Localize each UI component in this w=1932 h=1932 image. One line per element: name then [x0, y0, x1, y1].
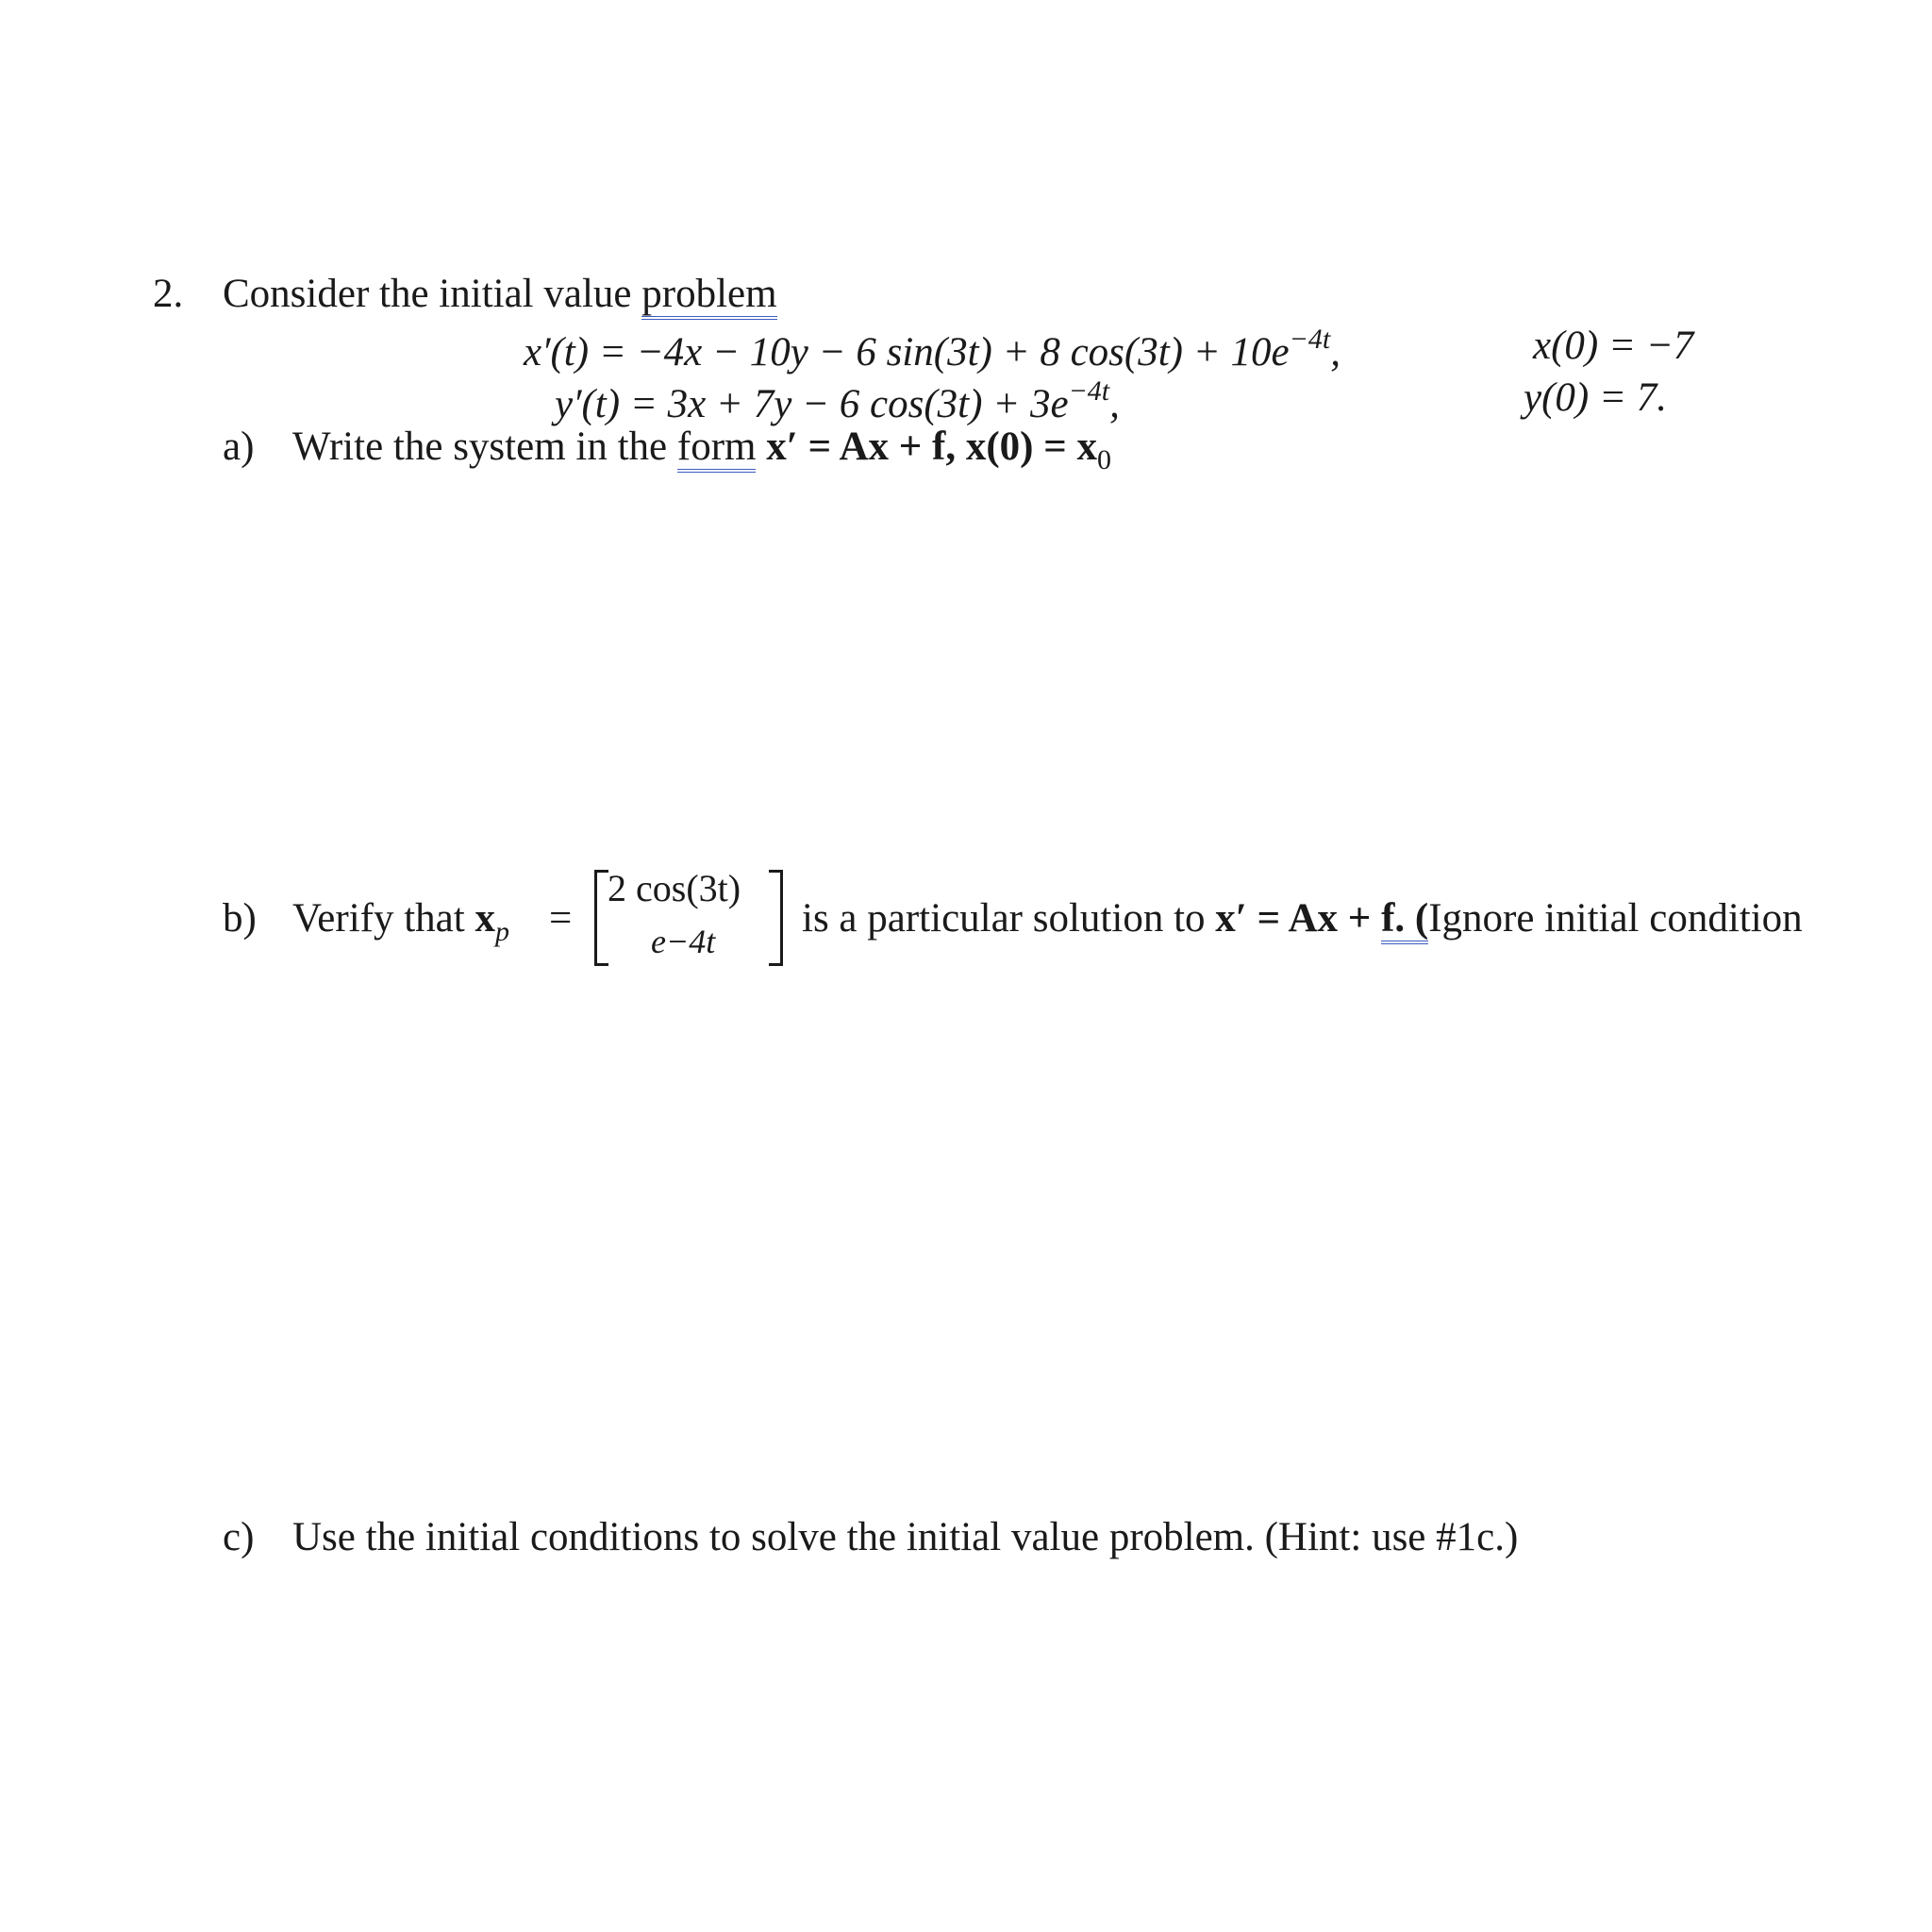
equation-y-prime-body: y′(t) = 3x + 7y − 6 cos(3t) + 3e — [555, 382, 1069, 426]
part-b-verify — [292, 898, 509, 946]
initial-condition-x: x(0) = −7 — [1533, 324, 1694, 368]
part-a-math-subscript: 0 — [1096, 444, 1111, 475]
part-b-f-link[interactable]: f. ( — [1381, 896, 1428, 944]
part-b-ignore-text: Ignore initial condition — [1428, 896, 1803, 941]
part-a-form-link[interactable]: form — [677, 425, 757, 473]
particular-solution-matrix — [594, 867, 783, 964]
part-b-label: b) — [223, 896, 257, 941]
part-b-particular-text: is a particular solution to — [802, 896, 1216, 941]
problem-intro-text: Consider the initial value — [223, 272, 642, 316]
part-b-equals: = — [549, 896, 573, 941]
equation-y-prime-exponent: −4t — [1068, 375, 1110, 407]
part-b-rest — [802, 898, 1803, 939]
equation-y-prime-comma: , — [1109, 382, 1120, 426]
part-a-math: x′ = Ax + f, x(0) = x — [766, 425, 1097, 469]
part-a-text — [292, 426, 1111, 475]
part-b-verify-text: Verify that — [292, 896, 475, 941]
part-c-label: c) — [223, 1515, 255, 1559]
matrix-right-bracket — [769, 870, 783, 966]
matrix-left-bracket — [594, 870, 608, 966]
part-b-xp-subscript: p — [494, 916, 509, 947]
equation-x-prime-exponent: −4t — [1289, 324, 1331, 355]
equation-x-prime-body: x′(t) = −4x − 10y − 6 sin(3t) + 8 cos(3t) + 10e — [524, 330, 1290, 375]
matrix-entry-top: 2 cos(3t) — [608, 867, 741, 909]
part-b-xp: x — [475, 896, 495, 941]
equation-x-prime — [524, 325, 1341, 373]
part-a-label: a) — [223, 425, 255, 469]
part-c-text: Use the initial conditions to solve the initial value problem. (Hint: use #1c.) — [292, 1515, 1519, 1559]
equation-x-prime-comma: , — [1330, 330, 1341, 375]
problem-intro — [223, 274, 777, 314]
matrix-entry-bottom: e−4t — [651, 923, 716, 960]
part-b-math: x′ = Ax + — [1215, 896, 1382, 941]
problem-intro-link[interactable]: problem — [641, 272, 776, 320]
problem-number: 2. — [153, 272, 184, 316]
equation-y-prime — [555, 377, 1120, 425]
part-a-prompt: Write the system in the — [292, 425, 677, 469]
initial-condition-y: y(0) = 7. — [1524, 375, 1667, 420]
